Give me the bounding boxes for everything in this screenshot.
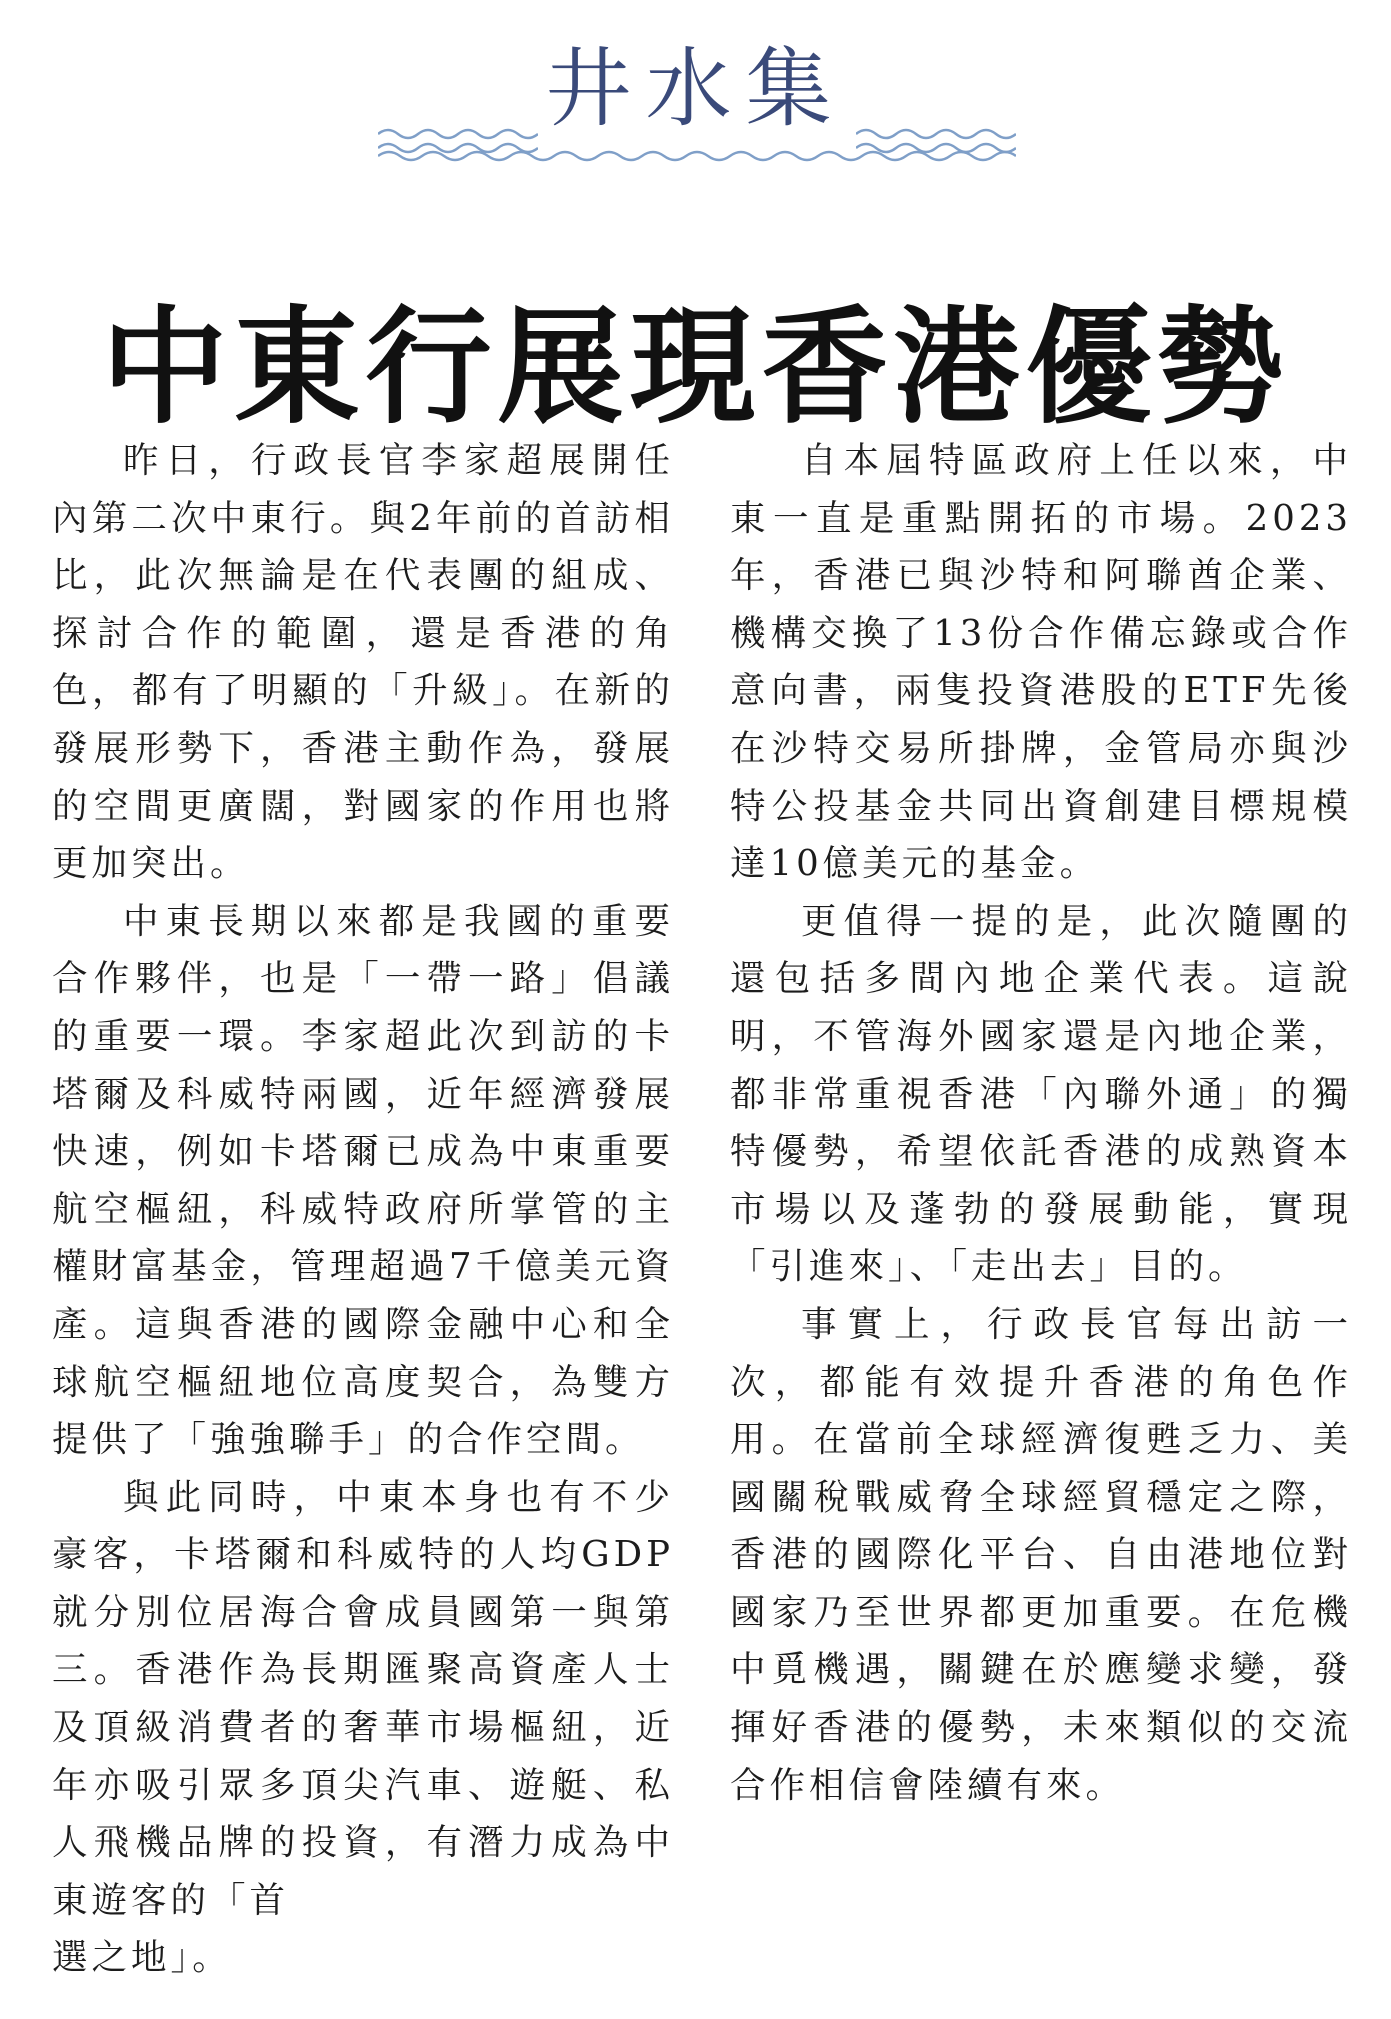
- paragraph: 與此同時，中東本身也有不少豪客，卡塔爾和科威特的人均GDP就分別位居海合會成員國第一與第三。香港作為長期匯聚高資產人士及頂級消費者的奢華市場樞紐，近年亦吸引眾多頂尖汽車、遊艇、私人飛機品牌的投資，有潛力成為中東遊客的「首: [52, 1476, 674, 1921]
- paragraph: 中東長期以來都是我國的重要合作夥伴，也是「一帶一路」倡議的重要一環。李家超此次到訪的卡塔爾及科威特兩國，近年經濟發展快速，例如卡塔爾已成為中東重要航空樞紐，科威特政府所掌管的主權財富基金，管理超過7千億美元資產。這與香港的國際金融中心和全球航空樞紐地位高度契合，為雙方提供了「強強聯手」的合作空間。: [52, 900, 674, 1461]
- column-name: 井水集: [545, 39, 846, 139]
- paragraph: 昨日，行政長官李家超展開任內第二次中東行。與2年前的首訪相比，此次無論是在代表團的組成、探討合作的範圍，還是香港的角色，都有了明顯的「升級」。在新的發展形勢下，香港主動作為，發展的空間更廣闊，對國家的作用也將更加突出。: [52, 440, 674, 885]
- headline: 中東行展現香港優勢: [101, 293, 1290, 442]
- paragraph: 更值得一提的是，此次隨團的還包括多間內地企業代表。這說明，不管海外國家還是內地企業，都非常重視香港「內聯外通」的獨特優勢，希望依託香港的成熟資本市場以及蓬勃的發展動能，實現「引進來」、「走出去」目的。: [730, 900, 1352, 1288]
- paragraph: 事實上，行政長官每出訪一次，都能有效提升香港的角色作用。在當前全球經濟復甦乏力、美國關稅戰威脅全球經貿穩定之際，香港的國際化平台、自由港地位對國家乃至世界都更加重要。在危機中覓機遇，關鍵在於應變求變，發揮好香港的優勢，未來類似的交流合作相信會陸續有來。: [730, 1303, 1352, 1806]
- paragraph: 自本屆特區政府上任以來，中東一直是重點開拓的市場。2023年，香港已與沙特和阿聯酋企業、機構交換了13份合作備忘錄或合作意向書，兩隻投資港股的ETF先後在沙特交易所掛牌，金管局亦與沙特公投基金共同出資創建目標規模達10億美元的基金。: [730, 440, 1352, 885]
- article-body: [52, 432, 1352, 1992]
- paragraph-continuation: 選之地」。: [52, 1937, 232, 1979]
- masthead: [0, 18, 1391, 168]
- wave-ornament-center-icon: [378, 146, 1016, 174]
